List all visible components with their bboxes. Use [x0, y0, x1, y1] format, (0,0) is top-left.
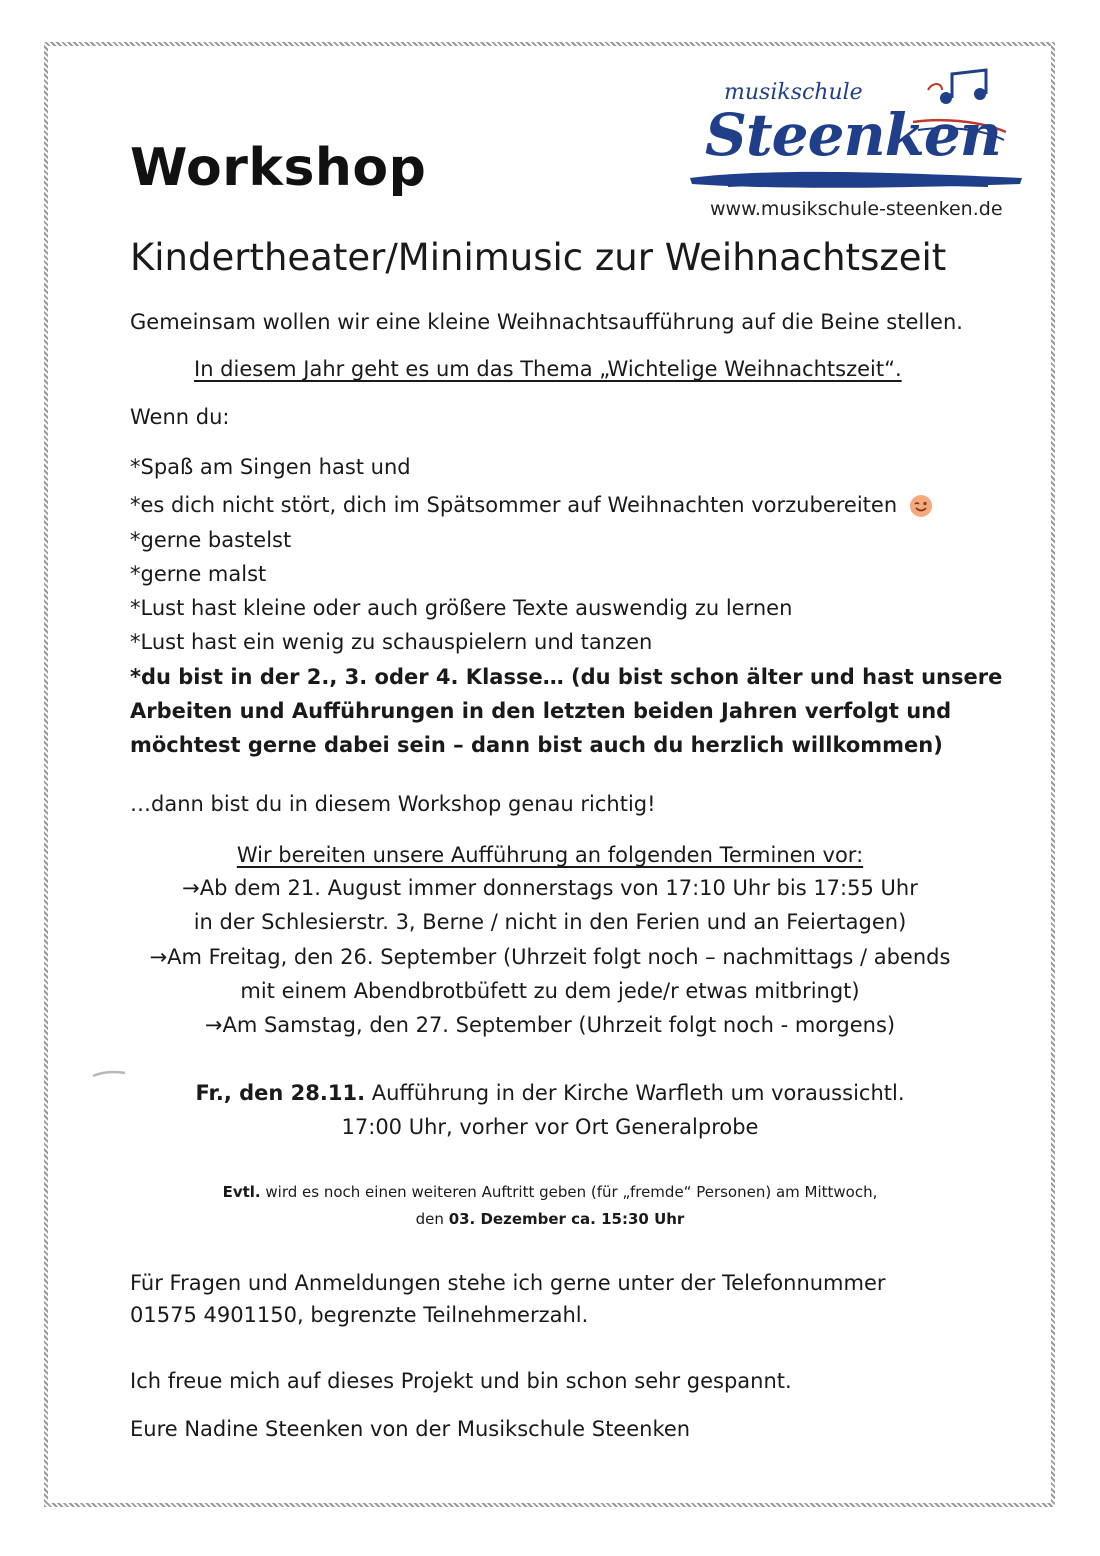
- website-url[interactable]: www.musikschule-steenken.de: [710, 198, 1003, 220]
- performance-line: [0, 1081, 1100, 1105]
- logo-steenken-text: Steenken: [705, 101, 1001, 169]
- bold-bullet-line: möchtest gerne dabei sein – dann bist auch du herzlich willkommen): [130, 733, 943, 757]
- arrow-icon: →: [149, 945, 168, 969]
- schedule-line: mit einem Abendbrotbüfett zu dem jede/r etwas mitbringt): [240, 979, 860, 1003]
- bullet-item: *gerne bastelst: [130, 528, 292, 552]
- schedule-heading: Wir bereiten unsere Aufführung an folgenden Terminen vor:: [236, 843, 864, 867]
- schedule-line: [0, 876, 1100, 900]
- arrow-icon: →: [204, 1013, 223, 1037]
- page-title: Workshop: [130, 138, 427, 198]
- subtitle: Kindertheater/Minimusic zur Weihnachtszeit: [130, 236, 947, 279]
- extra-note-bold: Evtl.: [222, 1183, 261, 1201]
- bold-bullet-line: Arbeiten und Aufführungen in den letzten beiden Jahren verfolgt und: [130, 699, 952, 723]
- wenn-du-label: Wenn du:: [130, 405, 230, 429]
- winking-smiley-icon: [909, 494, 933, 518]
- closing-text: Ich freue mich auf dieses Projekt und bin schon sehr gespannt.: [130, 1369, 792, 1393]
- bullet-item: *Spaß am Singen hast und: [130, 455, 411, 479]
- performance-line: 17:00 Uhr, vorher vor Ort Generalprobe: [341, 1115, 759, 1139]
- schedule-text: Am Samstag, den 27. September (Uhrzeit folgt noch - morgens): [222, 1013, 896, 1037]
- extra-note-line: [0, 1183, 1100, 1201]
- schedule-line: [0, 945, 1100, 969]
- signature: Eure Nadine Steenken von der Musikschule Steenken: [130, 1417, 691, 1441]
- schedule-text: Am Freitag, den 26. September (Uhrzeit folgt noch – nachmittags / abends: [167, 945, 951, 969]
- logo-musikschule-text: musikschule: [724, 80, 863, 105]
- extra-note-text: wird es noch einen weiteren Auftritt geben (für „fremde“ Personen) am Mittwoch,: [260, 1183, 878, 1201]
- bullet-item: *Lust hast ein wenig zu schauspielern und tanzen: [130, 630, 653, 654]
- intro-text: Gemeinsam wollen wir eine kleine Weihnachtsaufführung auf die Beine stellen.: [130, 310, 963, 334]
- extra-note-text: den: [415, 1210, 449, 1228]
- contact-line: Für Fragen und Anmeldungen stehe ich gerne unter der Telefonnummer: [130, 1271, 886, 1295]
- performance-text: Aufführung in der Kirche Warfleth um voraussichtl.: [365, 1081, 905, 1105]
- performance-date: Fr., den 28.11.: [195, 1081, 366, 1105]
- conclusion-text: …dann bist du in diesem Workshop genau richtig!: [130, 792, 656, 816]
- extra-note-date: 03. Dezember ca. 15:30 Uhr: [448, 1210, 685, 1228]
- schedule-line: [0, 1013, 1100, 1037]
- schedule-line: in der Schlesierstr. 3, Berne / nicht in den Ferien und an Feiertagen): [193, 910, 907, 934]
- schedule-text: Ab dem 21. August immer donnerstags von 17:10 Uhr bis 17:55 Uhr: [199, 876, 918, 900]
- bullet-item: *Lust hast kleine oder auch größere Texte auswendig zu lernen: [130, 596, 793, 620]
- bullet-item: *gerne malst: [130, 562, 267, 586]
- extra-note-line: [0, 1210, 1100, 1228]
- contact-line: 01575 4901150, begrenzte Teilnehmerzahl.: [130, 1303, 589, 1327]
- scan-mark: [92, 1068, 126, 1082]
- bold-bullet-line: *du bist in der 2., 3. oder 4. Klasse… (du bist schon älter und hast unsere: [130, 665, 1003, 689]
- bullet-item: *es dich nicht stört, dich im Spätsommer auf Weihnachten vorzubereiten: [130, 493, 898, 517]
- theme-line: In diesem Jahr geht es um das Thema „Wichtelige Weihnachtszeit“.: [194, 357, 902, 381]
- arrow-icon: →: [182, 876, 200, 900]
